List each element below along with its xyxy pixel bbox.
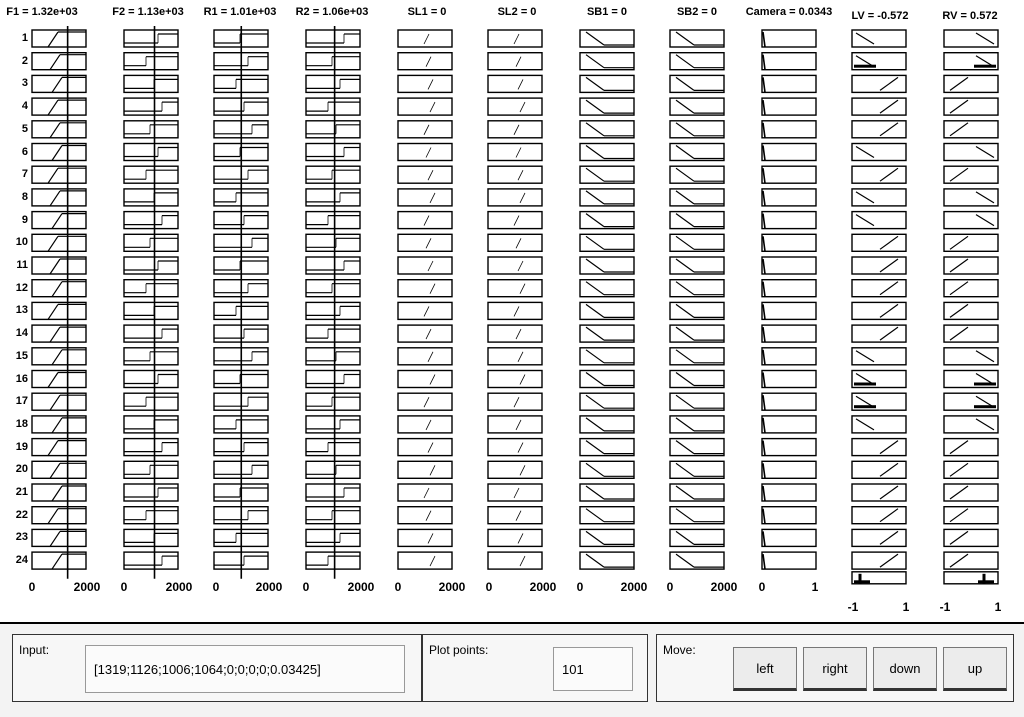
plot-points-group: [422, 634, 648, 702]
plot-box: [124, 280, 178, 297]
plot-box: [306, 416, 360, 433]
row-label: 16: [15, 372, 28, 385]
tick-lv-max: 1: [902, 600, 910, 614]
tick-r2-max: 2000: [347, 580, 375, 594]
plot-box: [398, 325, 452, 342]
plot-box: [306, 439, 360, 456]
plot-box: [306, 507, 360, 524]
tick-sl2-max: 2000: [529, 580, 557, 594]
plot-box: [398, 529, 452, 546]
plot-box: [124, 75, 178, 92]
panel-title-sl2: SL2 = 0: [497, 6, 537, 18]
row-label: 7: [21, 168, 28, 181]
plot-box: [488, 75, 542, 92]
panel-title-sl1: SL1 = 0: [407, 6, 447, 18]
plot-box: [306, 325, 360, 342]
plot-box: [124, 529, 178, 546]
plot-box: [306, 529, 360, 546]
row-label: 3: [21, 77, 28, 90]
plot-box: [944, 302, 998, 319]
plot-box: [306, 212, 360, 229]
plot-box: [306, 75, 360, 92]
plot-box: [398, 439, 452, 456]
panel-title-camera: Camera = 0.0343: [745, 6, 833, 18]
plot-box: [398, 75, 452, 92]
row-label: 6: [21, 145, 28, 158]
row-label: 17: [15, 395, 28, 408]
row-label: 24: [15, 554, 28, 567]
plot-box: [762, 234, 816, 251]
plot-box: [306, 371, 360, 388]
plot-box: [762, 507, 816, 524]
plot-box: [306, 166, 360, 183]
panel-title-lv: LV = -0.572: [851, 10, 909, 22]
plot-box: [762, 439, 816, 456]
curve-fill: [854, 383, 876, 386]
tick-rv-min: -1: [939, 600, 951, 614]
plot-box: [124, 552, 178, 569]
plot-box: [398, 166, 452, 183]
plot-box: [852, 144, 906, 161]
plot-box: [944, 325, 998, 342]
plot-box: [488, 507, 542, 524]
plot-box: [398, 393, 452, 410]
plot-box: [398, 257, 452, 274]
row-label: 22: [15, 508, 28, 521]
panel-title-f2: F2 = 1.13e+03: [112, 6, 184, 18]
plot-box: [306, 484, 360, 501]
plot-box: [306, 257, 360, 274]
right-button[interactable]: right: [803, 647, 867, 691]
plot-box: [852, 416, 906, 433]
row-label: 2: [21, 54, 28, 67]
plot-box: [306, 280, 360, 297]
plot-box: [488, 212, 542, 229]
control-panel: [0, 622, 1024, 717]
plot-box: [306, 121, 360, 138]
plot-box: [306, 393, 360, 410]
row-label: 1: [21, 32, 28, 44]
plot-box: [488, 121, 542, 138]
plot-box: [762, 189, 816, 206]
panel-title-sb2: SB2 = 0: [676, 6, 718, 18]
plot-box: [124, 325, 178, 342]
row-label: 20: [15, 463, 28, 476]
down-button[interactable]: down: [873, 647, 937, 691]
tick-lv-min: -1: [847, 600, 859, 614]
curve-fill: [974, 65, 996, 68]
tick-r2-min: 0: [302, 580, 310, 594]
input-group: [12, 634, 422, 702]
plot-box: [398, 461, 452, 478]
plot-box: [124, 348, 178, 365]
plot-box: [762, 98, 816, 115]
panel-title-r2: R2 = 1.06e+03: [295, 6, 369, 18]
tick-f2-max: 2000: [165, 580, 193, 594]
plot-box: [488, 302, 542, 319]
row-label: 19: [15, 440, 28, 453]
up-button[interactable]: up: [943, 647, 1007, 691]
plot-points-field[interactable]: 101: [553, 647, 633, 691]
plot-box: [306, 30, 360, 47]
plot-box: [398, 234, 452, 251]
plot-box: [488, 257, 542, 274]
plot-box: [944, 30, 998, 47]
plot-box: [124, 371, 178, 388]
plot-box: [124, 393, 178, 410]
input-label: Input:: [19, 643, 50, 657]
plot-box: [398, 98, 452, 115]
left-button[interactable]: left: [733, 647, 797, 691]
plot-box: [488, 53, 542, 70]
plot-box: [944, 189, 998, 206]
tick-f1-max: 2000: [73, 580, 101, 594]
plot-box: [398, 348, 452, 365]
panel-title-r1: R1 = 1.01e+03: [203, 6, 277, 18]
plot-box: [398, 371, 452, 388]
plot-box: [306, 234, 360, 251]
plot-box: [124, 507, 178, 524]
plot-box: [944, 507, 998, 524]
plot-box: [762, 371, 816, 388]
plot-box: [488, 166, 542, 183]
input-field[interactable]: [1319;1126;1006;1064;0;0;0;0;0.03425]: [85, 645, 405, 693]
row-label: 4: [21, 100, 28, 113]
plot-box: [124, 439, 178, 456]
plot-box: [944, 234, 998, 251]
plot-box: [398, 416, 452, 433]
curve-fill: [974, 405, 996, 408]
plot-box: [124, 484, 178, 501]
plot-box: [398, 484, 452, 501]
tick-r1-max: 2000: [255, 580, 283, 594]
plot-box: [488, 439, 542, 456]
plot-box: [488, 348, 542, 365]
plot-box: [398, 53, 452, 70]
plot-box: [944, 484, 998, 501]
tick-sb2-min: 0: [666, 580, 674, 594]
plot-box: [944, 280, 998, 297]
plot-box: [306, 348, 360, 365]
plot-box: [944, 552, 998, 569]
plot-box: [124, 166, 178, 183]
row-label: 11: [16, 259, 28, 271]
plot-box: [762, 75, 816, 92]
plot-box: [398, 302, 452, 319]
plot-box: [398, 552, 452, 569]
plot-box: [762, 302, 816, 319]
plot-points-label: Plot points:: [429, 643, 489, 657]
plot-box: [306, 302, 360, 319]
plot-box: [398, 189, 452, 206]
move-label: Move:: [663, 643, 696, 657]
plot-box: [762, 166, 816, 183]
plot-box: [762, 461, 816, 478]
tick-sb1-max: 2000: [620, 580, 648, 594]
tick-sl1-min: 0: [394, 580, 402, 594]
plot-box: [124, 189, 178, 206]
tick-rv-max: 1: [994, 600, 1002, 614]
plot-box: [488, 416, 542, 433]
plot-box: [762, 257, 816, 274]
plot-box: [852, 189, 906, 206]
plot-box: [852, 30, 906, 47]
plot-box: [306, 189, 360, 206]
plot-box: [398, 280, 452, 297]
plot-box: [306, 461, 360, 478]
move-group: [656, 634, 1014, 702]
plot-box: [762, 325, 816, 342]
curve-fill: [974, 383, 996, 386]
tick-camera-min: 0: [758, 580, 766, 594]
plot-box: [944, 166, 998, 183]
plot-box: [306, 53, 360, 70]
curve-fill: [854, 405, 876, 408]
panel-title-rv: RV = 0.572: [942, 10, 998, 22]
tick-sb2-max: 2000: [710, 580, 738, 594]
plot-box: [944, 529, 998, 546]
plot-box: [762, 348, 816, 365]
plot-box: [762, 121, 816, 138]
tick-f1-min: 0: [28, 580, 36, 594]
plot-box: [488, 144, 542, 161]
plot-box: [488, 234, 542, 251]
tick-sl1-max: 2000: [438, 580, 466, 594]
plot-box: [944, 348, 998, 365]
row-label: 13: [15, 304, 28, 317]
plot-box: [488, 325, 542, 342]
row-label: 9: [21, 213, 28, 226]
plot-box: [944, 144, 998, 161]
plot-box: [124, 302, 178, 319]
plot-box: [944, 121, 998, 138]
plot-box: [762, 280, 816, 297]
plot-box: [398, 144, 452, 161]
plot-box: [944, 75, 998, 92]
plot-box: [306, 98, 360, 115]
row-label: 21: [15, 486, 28, 498]
row-label: 14: [15, 327, 28, 340]
plot-box: [944, 257, 998, 274]
plot-box: [398, 30, 452, 47]
plot-box: [124, 121, 178, 138]
plot-box: [488, 371, 542, 388]
curve-fill: [854, 65, 876, 68]
plot-box: [488, 280, 542, 297]
plot-box: [762, 53, 816, 70]
panel-title-f1: F1 = 1.32e+03: [6, 6, 78, 18]
plot-box: [398, 507, 452, 524]
panel-title-sb1: SB1 = 0: [586, 6, 628, 18]
plot-box: [944, 416, 998, 433]
plot-box: [124, 257, 178, 274]
plot-box: [852, 348, 906, 365]
plot-box: [398, 121, 452, 138]
plot-box: [124, 461, 178, 478]
plot-box: [944, 439, 998, 456]
plot-box: [944, 461, 998, 478]
plot-box: [762, 144, 816, 161]
plot-box: [306, 144, 360, 161]
plot-box: [124, 53, 178, 70]
plot-box: [762, 393, 816, 410]
tick-sl2-min: 0: [485, 580, 493, 594]
row-label: 15: [15, 349, 28, 362]
row-label: 23: [15, 531, 28, 544]
row-label: 5: [21, 122, 28, 135]
plot-box: [762, 30, 816, 47]
plot-box: [762, 212, 816, 229]
plot-box: [306, 552, 360, 569]
plot-box: [488, 484, 542, 501]
row-label: 18: [15, 417, 28, 430]
tick-r1-min: 0: [212, 580, 220, 594]
plot-box: [488, 189, 542, 206]
plot-box: [124, 212, 178, 229]
plot-box: [124, 234, 178, 251]
plot-box: [762, 416, 816, 433]
plot-box: [488, 393, 542, 410]
plot-box: [124, 144, 178, 161]
plot-box: [488, 552, 542, 569]
tick-camera-max: 1: [811, 580, 819, 594]
plot-box: [762, 529, 816, 546]
tick-sb1-min: 0: [576, 580, 584, 594]
plot-box: [488, 461, 542, 478]
plot-box: [124, 98, 178, 115]
plot-box: [762, 484, 816, 501]
plot-box: [124, 30, 178, 47]
tick-f2-min: 0: [120, 580, 128, 594]
plot-box: [852, 212, 906, 229]
plot-box: [488, 30, 542, 47]
plot-box: [488, 529, 542, 546]
row-label: 12: [15, 281, 28, 294]
plot-box: [762, 552, 816, 569]
plot-box: [944, 98, 998, 115]
plot-box: [944, 212, 998, 229]
plot-box: [398, 212, 452, 229]
plot-box: [488, 98, 542, 115]
row-label: 10: [15, 236, 28, 249]
plot-box: [124, 416, 178, 433]
row-label: 8: [21, 190, 28, 203]
